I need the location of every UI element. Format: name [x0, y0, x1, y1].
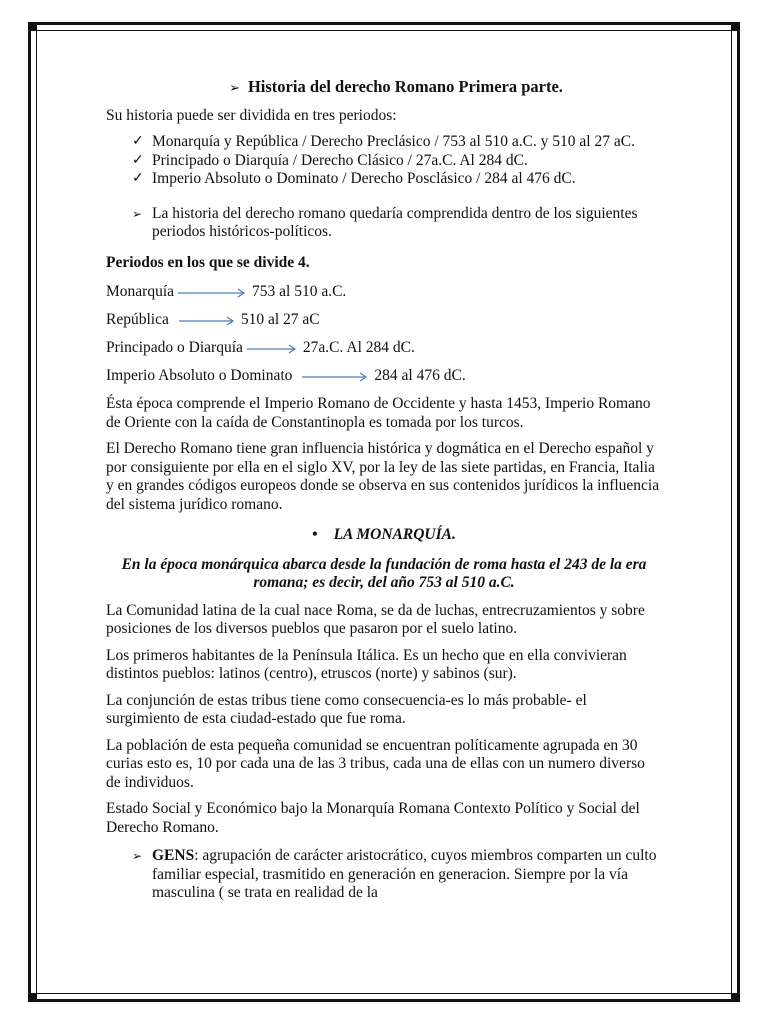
bullet-icon: •	[312, 526, 318, 543]
border-corner	[731, 22, 740, 31]
influencia-paragraph: El Derecho Romano tiene gran influencia histórica y dogmática en el Derecho español y por consiguiente por ella en el siglo XV, por la ley de las siete partidas, en Francia, Italia y en grandes códigos europeos donde se observa en sus contenidos jurídicos la influencia del sistema jurídico romano.	[106, 440, 660, 513]
epoca-paragraph: Ésta época comprende el Imperio Romano de Occidente y hasta 1453, Imperio Romano de Oriente con la caída de Constantinopla es tomada por los turcos.	[106, 395, 651, 431]
periods-checklist	[106, 133, 662, 189]
right-arrow-icon	[247, 344, 297, 354]
arrow-bullet-icon: ➢	[229, 80, 240, 95]
period-range: 510 al 27 aC	[240, 311, 320, 329]
period-range: 27a.C. Al 284 dC.	[302, 339, 415, 357]
period-name: Principado o Diarquía	[106, 339, 243, 357]
monarquia-heading-text: LA MONARQUÍA.	[333, 526, 456, 543]
intro-paragraph: Su historia puede ser dividida en tres periodos:	[106, 106, 397, 124]
body-paragraph: La población de esta pequeña comunidad se encuentran políticamente agrupada en 30 curias esto es, 10 por cada una de las 3 tribus, cada una de ellas con un numero diverso de individuos.	[106, 736, 645, 791]
gens-definition: : agrupación de carácter aristocrático, cuyos miembros comparten un culto familiar especial, trasmitido en generación en generacion. Siempre por la vía masculina ( se trata en realidad de la	[152, 847, 657, 901]
period-range: 284 al 476 dC.	[374, 367, 466, 385]
period-name: República	[106, 311, 169, 329]
period-name: Imperio Absoluto o Dominato	[106, 367, 293, 385]
periods-heading: Periodos en los que se divide 4.	[106, 253, 310, 271]
document-body	[106, 76, 662, 903]
check-item-text: Monarquía y República / Derecho Preclásico / 753 al 510 a.C. y 510 al 27 aC.	[152, 133, 635, 150]
body-paragraph: Los primeros habitantes de la Península Itálica. Es un hecho que en ella convivieran distintos pueblos: latinos (centro), etruscos (norte) y sabinos (sur).	[106, 646, 627, 682]
page-title-text: Historia del derecho Romano Primera parte.	[247, 77, 563, 96]
check-item-text: Imperio Absoluto o Dominato / Derecho Posclásico / 284 al 476 dC.	[152, 170, 576, 187]
check-icon: ✓	[132, 152, 144, 168]
monarquia-heading	[106, 526, 662, 545]
check-item-text: Principado o Diarquía / Derecho Clásico / 27a.C. Al 284 dC.	[152, 151, 528, 169]
check-item	[132, 170, 662, 189]
arrow-bullet-icon: ➢	[132, 206, 143, 221]
check-icon: ✓	[132, 134, 144, 149]
body-paragraph: Estado Social y Económico bajo la Monarquía Romana Contexto Político y Social del Derecho Romano.	[106, 800, 640, 836]
arrow-item-text: La historia del derecho romano quedaría comprendida dentro de los siguientes periodos históricos-políticos.	[152, 204, 638, 240]
check-item	[132, 152, 662, 171]
body-paragraph: La Comunidad latina de la cual nace Roma, se da de luchas, entrecruzamientos y sobre posiciones de los diversos pueblos que pasaron por el suelo latino.	[106, 601, 645, 637]
arrow-list-item	[106, 205, 662, 242]
period-name: Monarquía	[106, 283, 175, 301]
monarquia-subtitle: En la época monárquica abarca desde la fundación de roma hasta el 243 de la era romana; es decir, del año 753 al 510 a.C.	[121, 555, 647, 591]
arrow-bullet-icon: ➢	[132, 849, 143, 863]
right-arrow-icon	[179, 316, 235, 326]
gens-list-item	[106, 847, 662, 903]
period-row-imperio	[106, 367, 662, 386]
border-corner	[28, 22, 37, 31]
right-arrow-icon	[178, 288, 246, 298]
period-row-republica	[106, 311, 662, 330]
period-row-monarquia	[106, 283, 662, 302]
check-item	[132, 133, 662, 152]
check-icon: ✓	[132, 171, 144, 186]
right-arrow-icon	[302, 372, 368, 382]
gens-term: GENS	[152, 847, 195, 864]
border-corner	[731, 993, 740, 1002]
period-range: 753 al 510 a.C.	[252, 283, 347, 301]
body-paragraph: La conjunción de estas tribus tiene como consecuencia-es lo más probable- el surgimiento de esta ciudad-estado que fue roma.	[106, 691, 587, 727]
page-title	[106, 78, 662, 98]
border-corner	[28, 993, 37, 1002]
period-row-principado	[106, 339, 662, 358]
